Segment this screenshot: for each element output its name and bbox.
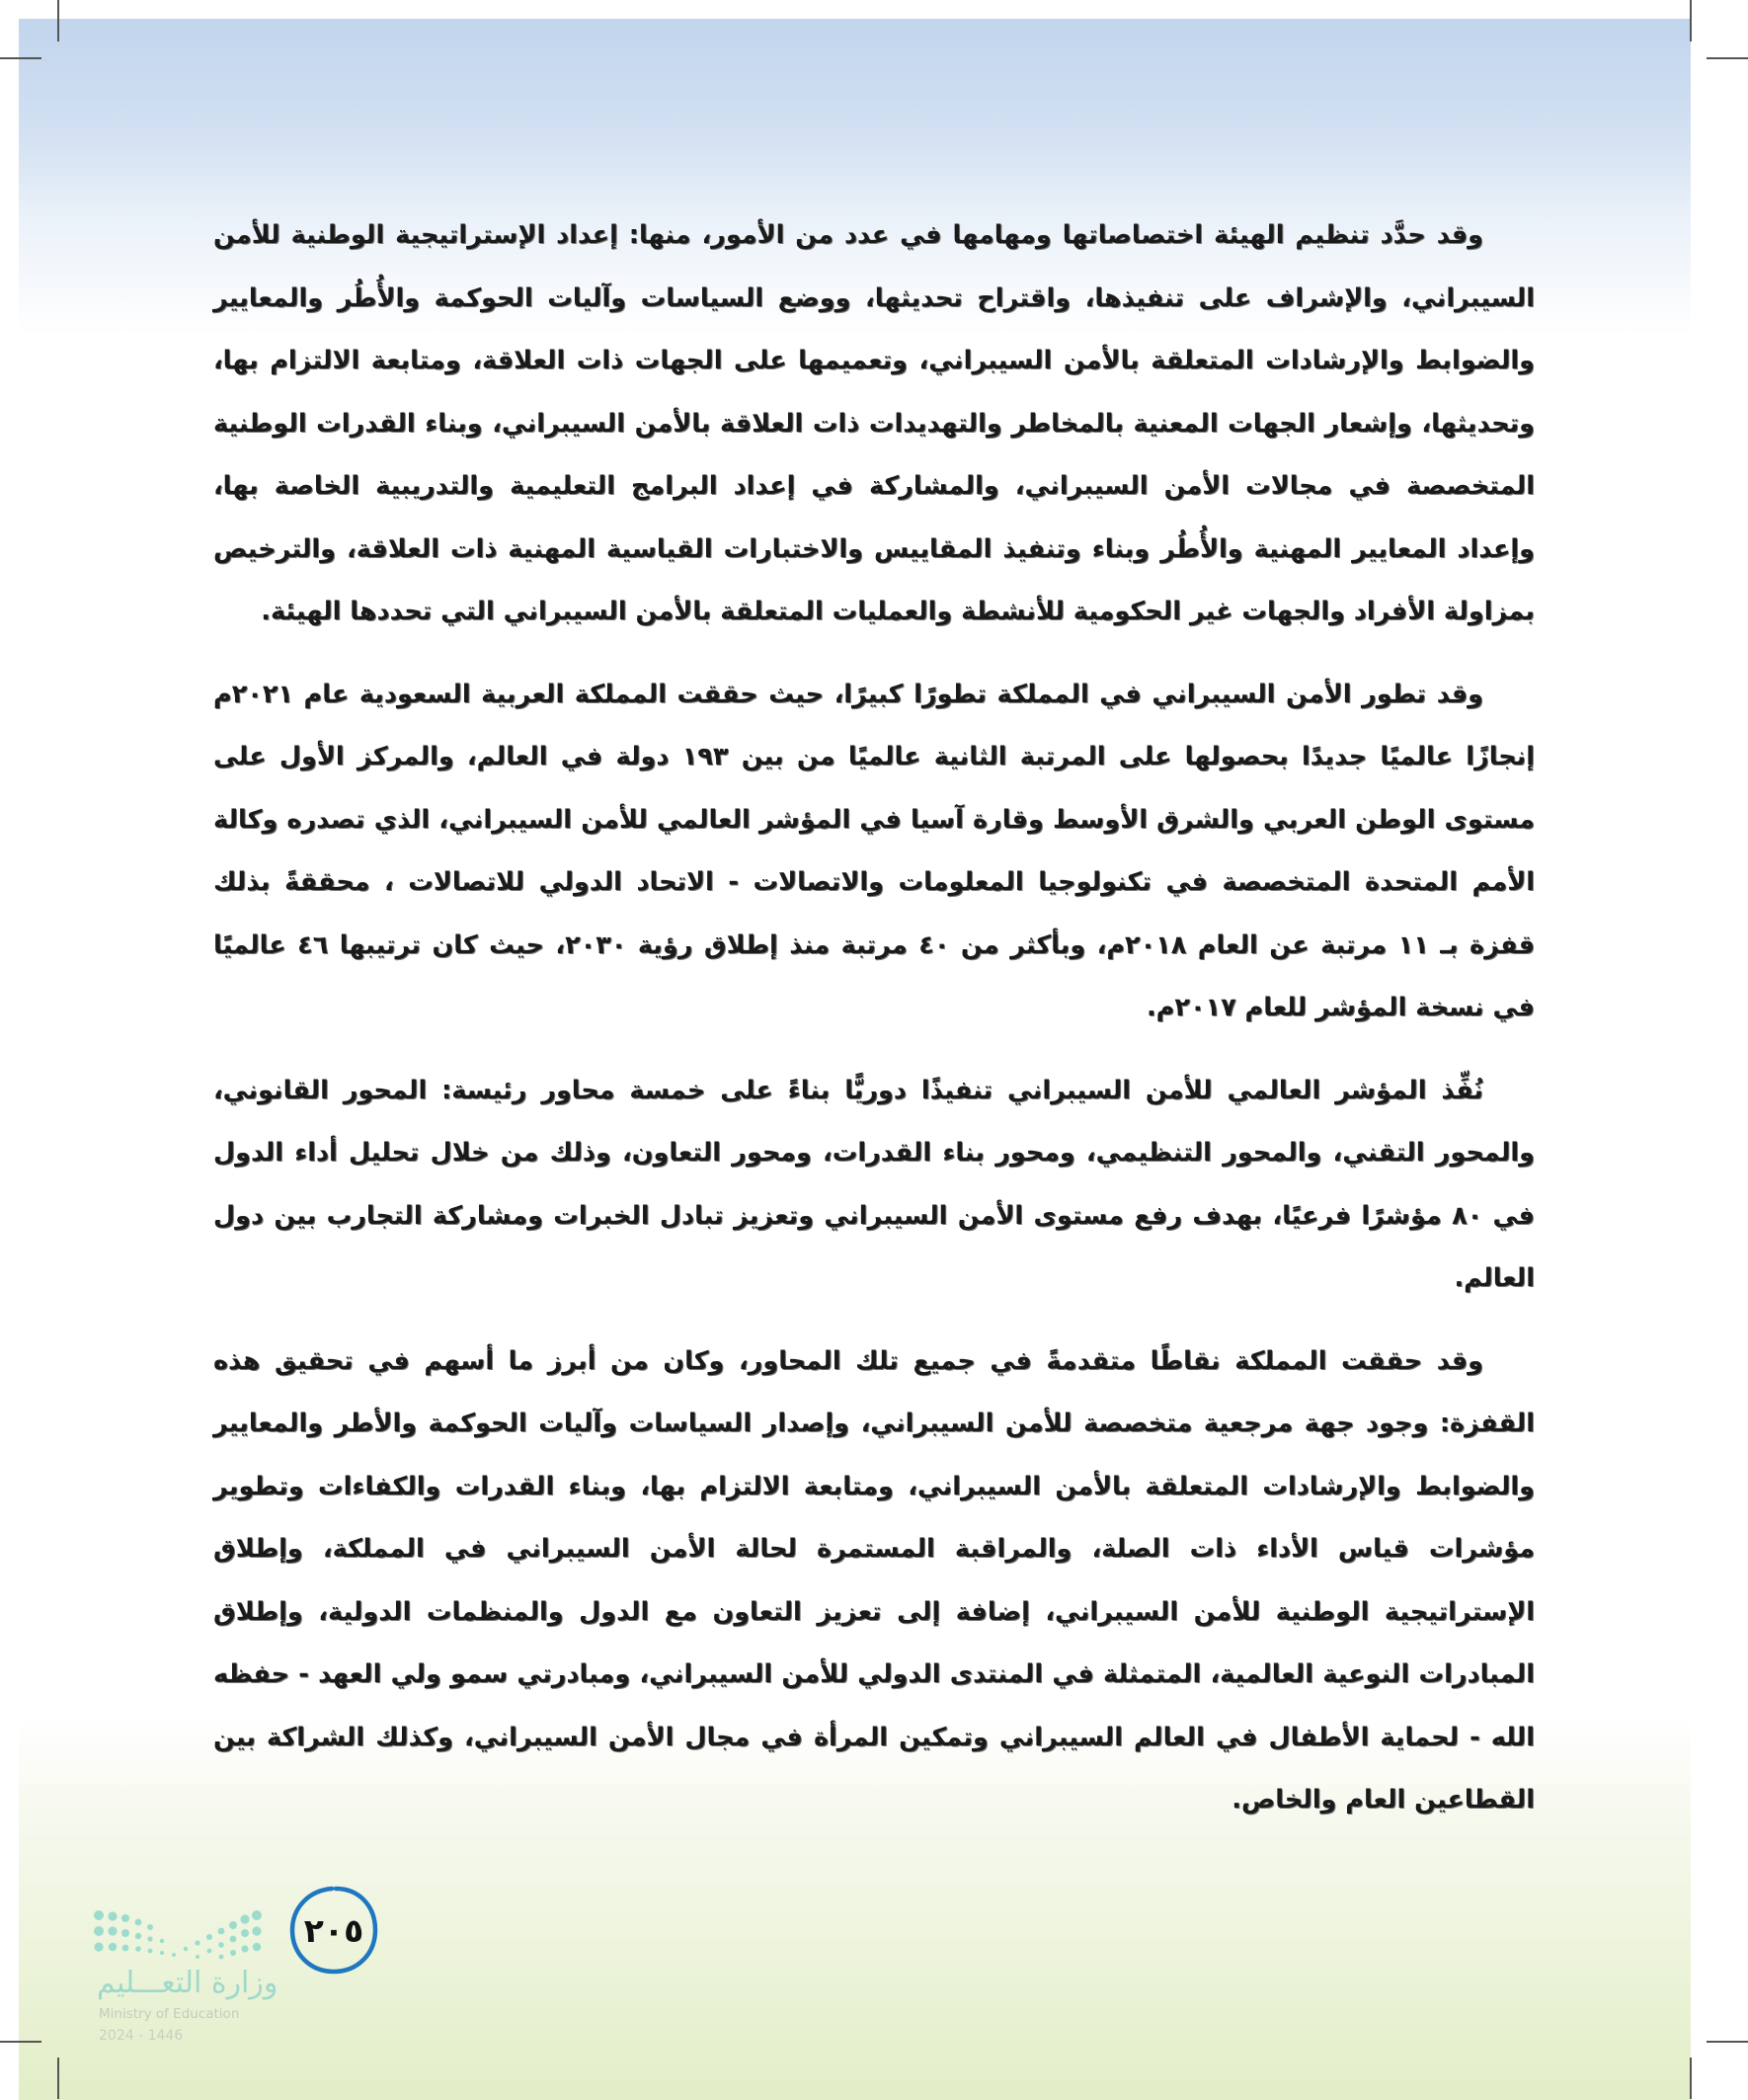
ministry-name-arabic: وزارة التعـــليم [97, 1966, 278, 2000]
crop-mark-top-right-h [1707, 57, 1748, 59]
paragraph-cybersecurity-development: وقد تطور الأمن السيبراني في المملكة تطورًا كبيرًا، حيث حققت المملكة العربية السعودية عام ٢٠٢١م إنجازًا عالميًا جديدًا بحصولها على المرتبة الثانية عالميًا من بين ١٩٣ دولة في العالم، والمركز الأول على مستوى الوطن العربي والشرق الأوسط وقارة آسيا في المؤشر العالمي للأمن السيبراني، الذي تصدره وكالة الأمم المتحدة المتخصصة في تكنولوجيا المعلومات والاتصالات - الاتحاد الدولي للاتصالات ، محققةً بذلك قفزة بـ ١١ مرتبة عن العام ٢٠١٨م، وبأكثر من ٤٠ مرتبة منذ إطلاق رؤية ٢٠٣٠، حيث كان ترتيبها ٤٦ عالميًا في نسخة المؤشر للعام ٢٠١٧م. [213, 679, 1536, 1022]
crop-mark-bottom-left-v [57, 2058, 59, 2099]
crop-mark-bottom-left-h [0, 2041, 41, 2043]
page-number-badge [286, 1883, 381, 1978]
ministry-name-english: Ministry of Education [99, 2006, 240, 2022]
crop-mark-top-left-h [0, 57, 41, 59]
body-text [213, 204, 1535, 1852]
crop-mark-bottom-right-v [1690, 2058, 1692, 2099]
crop-mark-bottom-right-h [1707, 2041, 1748, 2043]
paragraph-global-index-axes: نُفِّذ المؤشر العالمي للأمن السيبراني تنفيذًا دوريًّا بناءً على خمسة محاور رئيسة: المحور القانوني، والمحور التقني، والمحور التنظيمي، ومحور بناء القدرات، ومحور التعاون، وذلك من خلال تحليل أداء الدول في ٨٠ مؤشرًا فرعيًا، بهدف رفع مستوى الأمن السيبراني وتعزيز تبادل الخبرات ومشاركة التجارب بين دول العالم. [213, 1075, 1536, 1293]
paragraph-authority-duties: وقد حدَّد تنظيم الهيئة اختصاصاتها ومهامها في عدد من الأمور، منها: إعداد الإستراتيجية الوطنية للأمن السيبراني، والإشراف على تنفيذها، واقتراح تحديثها، ووضع السياسات وآليات الحوكمة والأُطُر والمعايير والضوابط والإرشادات المتعلقة بالأمن السيبراني، وتعميمها على الجهات ذات العلاقة، ومتابعة الالتزام بها، وتحديثها، وإشعار الجهات المعنية بالمخاطر والتهديدات ذات العلاقة بالأمن السيبراني، وبناء القدرات الوطنية المتخصصة في مجالات الأمن السيبراني، والمشاركة في إعداد البرامج التعليمية والتدريبية الخاصة بها، وإعداد المعايير المهنية والأُطُر وبناء وتنفيذ المقاييس والاختبارات القياسية المهنية ذات العلاقة، والترخيص بمزاولة الأفراد والجهات غير الحكومية للأنشطة والعمليات المتعلقة بالأمن السيبراني التي تحددها الهيئة. [213, 220, 1535, 626]
crop-mark-top-right-v [1690, 0, 1692, 41]
edition-year: 2024 - 1446 [99, 2028, 184, 2044]
crop-mark-top-left-v [57, 0, 59, 41]
page-number: ٢٠٥ [303, 1910, 364, 1950]
paragraph-kingdom-achievements: وقد حققت المملكة نقاطًا متقدمةً في جميع تلك المحاور، وكان من أبرز ما أسهم في تحقيق هذه القفزة: وجود جهة مرجعية متخصصة للأمن السيبراني، وإصدار السياسات وآليات الحوكمة والأطر والمعايير والضوابط والإرشادات المتعلقة بالأمن السيبراني، ومتابعة الالتزام بها، وبناء القدرات والكفاءات وتطوير مؤشرات قياس الأداء ذات الصلة، والمراقبة المستمرة لحالة الأمن السيبراني في المملكة، وإطلاق الإستراتيجية الوطنية للأمن السيبراني، إضافة إلى تعزيز التعاون مع الدول والمنظمات الدولية، وإطلاق المبادرات النوعية العالمية، المتمثلة في المنتدى الدولي للأمن السيبراني، ومبادرتي سمو ولي العهد - حفظه الله - لحماية الأطفال في العالم السيبراني وتمكين المرأة في مجال الأمن السيبراني، وكذلك الشراكة بين القطاعين العام والخاص. [213, 1345, 1535, 1815]
